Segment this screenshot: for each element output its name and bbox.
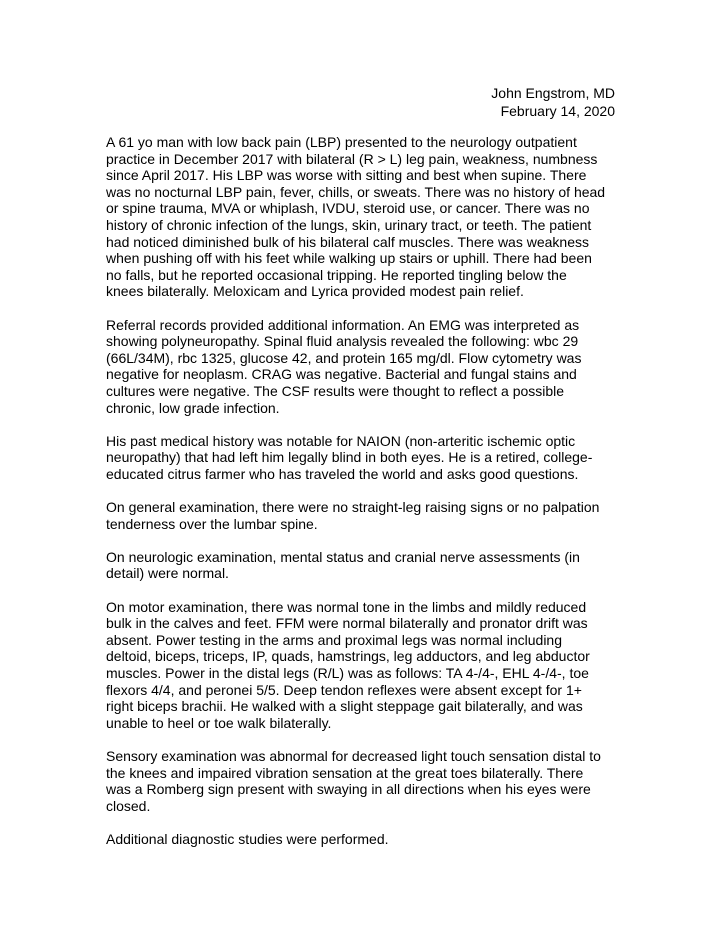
document-body: [106, 134, 616, 864]
paragraph-additional-studies: Additional diagnostic studies were performed.: [106, 830, 389, 847]
paragraph-referral-records: Referral records provided additional information. An EMG was interpreted as showing polyneuropathy. Spinal fluid analysis revealed the following: wbc 29 (66L/34M), rbc 1325, glucose 42, and protein 165 mg/dl. Flow cytometry was negative for neoplasm. CRAG was negative. Bacterial and fungal stains and cultures were negative. The CSF results were thought to reflect a possible chronic, low grade infection.: [106, 316, 582, 416]
paragraph-motor-examination: On motor examination, there was normal tone in the limbs and mildly reduced bulk in the calves and feet. FFM were normal bilaterally and pronator drift was absent. Power testing in the arms and proximal legs was normal including deltoid, biceps, triceps, IP, quads, hamstrings, leg adductors, and leg abductor muscles. Power in the distal legs (R/L) was as follows: TA 4-/4-, EHL 4-/4-, toe flexors 4/4, and peronei 5/5. Deep tendon reflexes were absent except for 1+ right biceps brachii. He walked with a slight steppage gait bilaterally, and was unable to heel or toe walk bilaterally.: [106, 598, 590, 731]
paragraph-history-of-present-illness: A 61 yo man with low back pain (LBP) presented to the neurology outpatient practice in December 2017 with bilateral (R > L) leg pain, weakness, numbness since April 2017. His LBP was worse with sitting and best when supine. There was no nocturnal LBP pain, fever, chills, or sweats. There was no history of head or spine trauma, MVA or whiplash, IVDU, steroid use, or cancer. There was no history of chronic infection of the lungs, skin, urinary tract, or teeth. The patient had noticed diminished bulk of his bilateral calf muscles. There was weakness when pushing off with his feet while walking up stairs or uphill. There had been no falls, but he reported occasional tripping. He reported tingling below the knees bilaterally. Meloxicam and Lyrica provided modest pain relief.: [106, 134, 606, 300]
paragraph-past-medical-history: His past medical history was notable for NAION (non-arteritic ischemic optic neuropathy) that had left him legally blind in both eyes. He is a retired, college- educated citrus farmer who has traveled the world and asks good questions.: [106, 432, 593, 482]
paragraph-general-examination: On general examination, there were no straight-leg raising signs or no palpation tenderness over the lumbar spine.: [106, 499, 600, 532]
author-name: John Engstrom, MD: [491, 85, 615, 101]
paragraph-neurologic-examination: On neurologic examination, mental status and cranial nerve assessments (in detail) were normal.: [106, 548, 580, 582]
paragraph-sensory-examination: Sensory examination was abnormal for decreased light touch sensation distal to the knees and impaired vibration sensation at the great toes bilaterally. There was a Romberg sign present with swaying in all directions when his eyes were closed.: [106, 747, 601, 814]
document-date: February 14, 2020: [500, 103, 615, 119]
document-header: [491, 84, 615, 120]
